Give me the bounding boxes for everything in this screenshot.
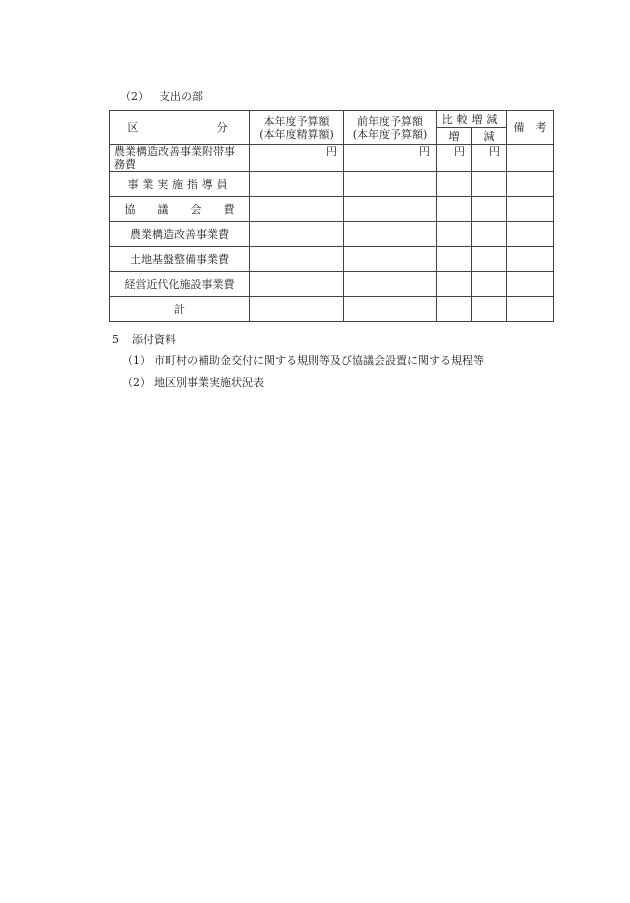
cell-decrease: 円 <box>472 145 507 172</box>
cell-decrease <box>472 172 507 197</box>
cell-decrease <box>472 197 507 222</box>
cell-previous <box>344 297 437 322</box>
row-category: 事業実施指導員 <box>110 172 250 197</box>
cell-current <box>250 272 344 297</box>
cell-current <box>250 247 344 272</box>
attachment-item-number: （1） <box>122 354 151 367</box>
header-previous-year <box>344 111 437 145</box>
cell-increase <box>437 297 472 322</box>
row-category <box>110 145 250 172</box>
table-row <box>110 145 554 172</box>
attachment-item-text: 地区別事業実施状況表 <box>154 376 264 389</box>
row-category: 農業構造改善事業費 <box>110 222 250 247</box>
cell-increase <box>437 222 472 247</box>
expenditure-table <box>109 110 554 322</box>
header-increase: 増 <box>437 128 472 145</box>
section-heading <box>120 88 203 104</box>
header-previous-year-line1: 前年度予算額 <box>357 114 423 128</box>
cell-previous <box>344 247 437 272</box>
section5-heading <box>112 331 176 347</box>
section-number: （2） <box>120 90 149 103</box>
cell-remarks <box>507 247 554 272</box>
row-category-line1: 農業構造改善事業附帯事 <box>114 145 235 158</box>
cell-current <box>250 172 344 197</box>
cell-previous <box>344 197 437 222</box>
header-category: 区 分 <box>110 111 250 145</box>
header-decrease: 減 <box>472 128 507 145</box>
cell-increase <box>437 172 472 197</box>
total-row <box>110 297 554 322</box>
cell-previous <box>344 172 437 197</box>
row-category: 協 議 会 費 <box>110 197 250 222</box>
cell-remarks <box>507 297 554 322</box>
attachment-item-text: 市町村の補助金交付に関する規則等及び協議会設置に関する規程等 <box>154 354 484 367</box>
row-category-line2: 務費 <box>114 158 136 171</box>
row-category-total: 計 <box>110 297 250 322</box>
section-title: 支出の部 <box>159 90 203 103</box>
cell-remarks <box>507 272 554 297</box>
cell-decrease <box>472 247 507 272</box>
cell-remarks <box>507 222 554 247</box>
attachment-item-number: （2） <box>122 376 151 389</box>
cell-remarks <box>507 172 554 197</box>
table-row <box>110 272 554 297</box>
cell-current: 円 <box>250 145 344 172</box>
cell-remarks <box>507 145 554 172</box>
header-previous-year-line2: (本年度予算額) <box>352 127 428 141</box>
section5-number: 5 <box>112 333 119 346</box>
table-row <box>110 197 554 222</box>
cell-current <box>250 197 344 222</box>
cell-increase <box>437 197 472 222</box>
header-current-year-line2: (本年度精算額) <box>259 127 334 141</box>
attachment-item <box>122 352 484 368</box>
cell-increase: 円 <box>437 145 472 172</box>
attachment-item <box>122 374 264 390</box>
row-category: 経営近代化施設事業費 <box>110 272 250 297</box>
table-row <box>110 172 554 197</box>
cell-decrease <box>472 222 507 247</box>
cell-remarks <box>507 197 554 222</box>
table-row <box>110 222 554 247</box>
cell-increase <box>437 272 472 297</box>
header-remarks: 備 考 <box>507 111 554 145</box>
cell-current <box>250 297 344 322</box>
row-category: 土地基盤整備事業費 <box>110 247 250 272</box>
cell-previous <box>344 222 437 247</box>
header-current-year <box>250 111 344 145</box>
table-row <box>110 247 554 272</box>
header-current-year-line1: 本年度予算額 <box>263 114 330 128</box>
cell-decrease <box>472 297 507 322</box>
header-comparison: 比較増減 <box>437 111 507 128</box>
cell-increase <box>437 247 472 272</box>
section5-title: 添付資料 <box>132 333 176 346</box>
cell-previous <box>344 272 437 297</box>
cell-decrease <box>472 272 507 297</box>
cell-previous: 円 <box>344 145 437 172</box>
cell-current <box>250 222 344 247</box>
